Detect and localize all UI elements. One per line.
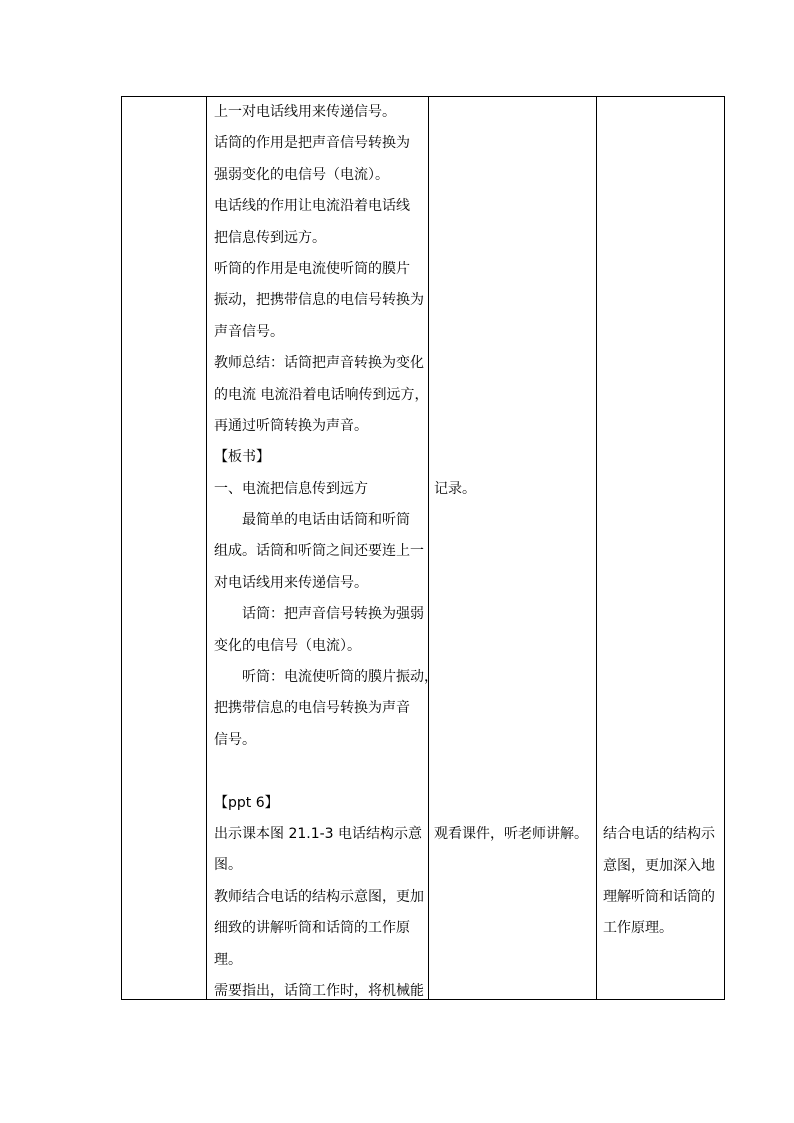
text-line: 图。 <box>214 857 242 874</box>
student-activity-watch <box>434 819 594 850</box>
text-line: 话筒：把声音信号转换为强弱 <box>242 606 424 623</box>
text-line: 工作原理。 <box>603 920 673 937</box>
text-line: 电话线的作用让电流沿着电话线 <box>214 198 410 215</box>
text-line: 教师结合电话的结构示意图，更加 <box>214 888 424 905</box>
text-line: 的电流 电流沿着电话响传到远方， <box>214 386 429 403</box>
text-line: 理解听筒和话筒的 <box>603 888 715 905</box>
text-line: 把携带信息的电信号转换为声音 <box>214 700 410 717</box>
text-line: 细致的讲解听筒和话筒的工作原 <box>214 920 410 937</box>
record-text: 记录。 <box>434 480 476 497</box>
text-line: 振动，把携带信息的电信号转换为 <box>214 292 424 309</box>
text-line: 组成。话筒和听筒之间还要连上一 <box>214 543 424 560</box>
text-line: 上一对电话线用来传递信号。 <box>214 104 396 120</box>
teacher-activity-cell <box>214 97 438 1007</box>
text-line: 需要指出，话筒工作时，将机械能 <box>214 982 424 999</box>
lesson-table <box>121 96 725 1000</box>
text-line: 理。 <box>214 951 242 968</box>
text-line: 变化的电信号（电流）。 <box>214 637 361 654</box>
board-title: 一、电流把信息传到远方 <box>214 480 368 497</box>
design-intent-cell <box>603 819 723 945</box>
watch-text: 观看课件，听老师讲解。 <box>434 826 588 843</box>
ppt-heading: 【ppt 6】 <box>214 794 279 811</box>
text-line: 话筒的作用是把声音信号转换为 <box>214 135 410 152</box>
board-heading: 【板书】 <box>214 449 270 466</box>
text-line: 结合电话的结构示 <box>603 826 715 843</box>
blank-line <box>214 756 428 787</box>
text-line: 听筒：电流使听筒的膜片振动， <box>242 669 438 686</box>
text-line: 出示课本图 21.1-3 电话结构示意 <box>214 825 423 842</box>
column-divider-3 <box>596 97 597 999</box>
student-activity-record <box>434 474 594 505</box>
text-line: 声音信号。 <box>214 323 284 340</box>
text-line: 对电话线用来传递信号。 <box>214 574 368 591</box>
text-line: 再通过听筒转换为声音。 <box>214 417 368 434</box>
text-line: 听筒的作用是电流使听筒的膜片 <box>214 260 410 277</box>
text-line: 意图，更加深入地 <box>603 857 715 874</box>
text-line: 把信息传到远方。 <box>214 229 326 246</box>
text-line: 最简单的电话由话筒和听筒 <box>242 512 410 529</box>
text-line: 教师总结：话筒把声音转换为变化 <box>214 355 424 372</box>
column-divider-2 <box>428 97 429 999</box>
text-line: 信号。 <box>214 731 256 748</box>
text-line: 强弱变化的电信号（电流）。 <box>214 166 389 183</box>
column-divider-1 <box>206 97 207 999</box>
